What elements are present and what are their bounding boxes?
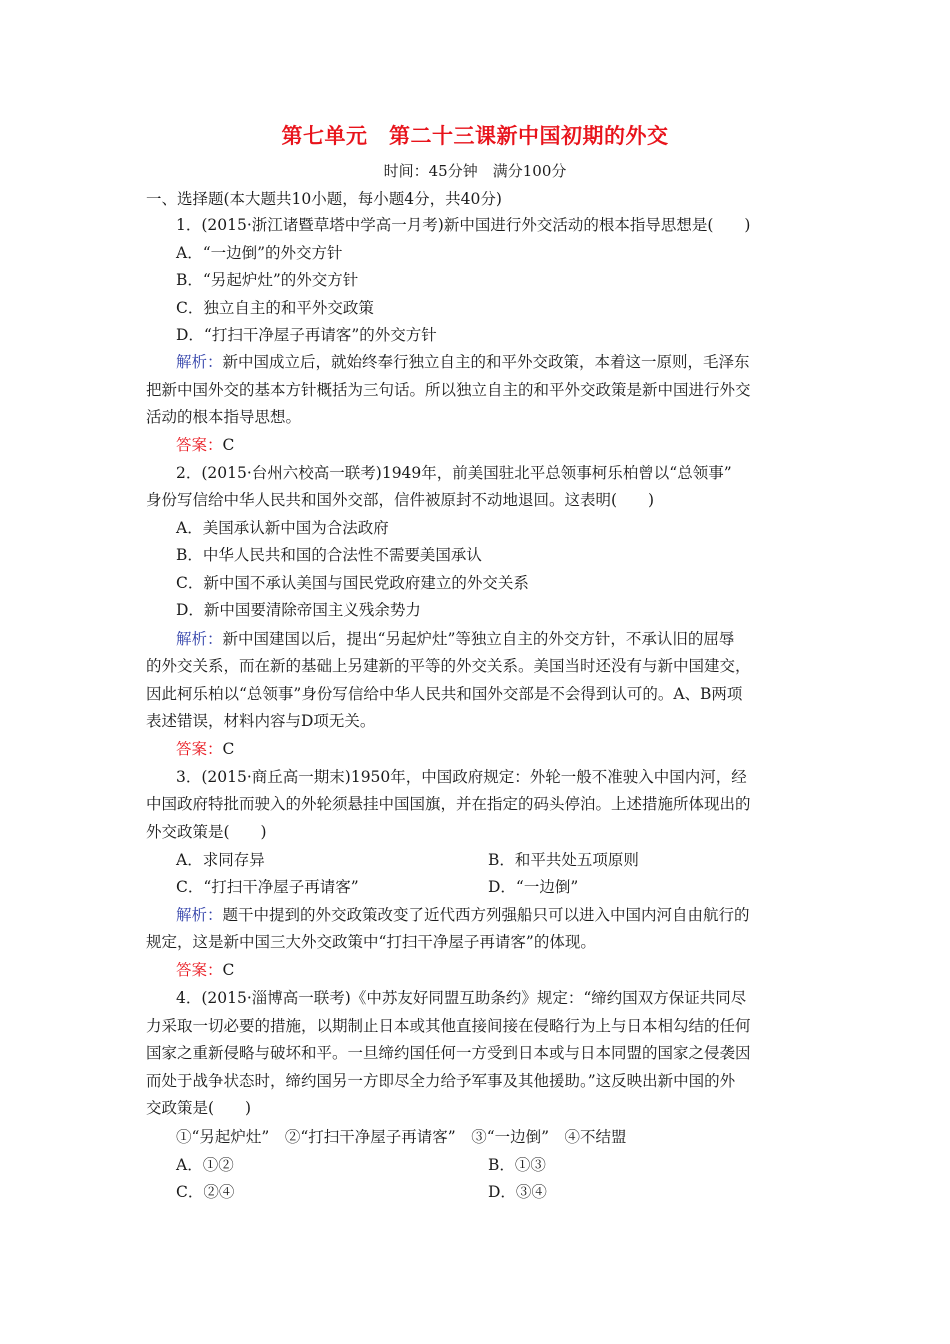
q1-stem: 1．(2015·浙江诸暨草塔中学高一月考)新中国进行外交活动的根本指导思想是( ) — [176, 216, 751, 234]
q4-option-b: B．①③ — [488, 1156, 546, 1174]
analysis-text: 题干中提到的外交政策改变了近代西方列强船只可以进入中国内河自由航行的 — [222, 906, 750, 924]
q4-option-c: C．②④ — [176, 1183, 235, 1201]
answer-label: 答案： — [176, 961, 223, 979]
q3-stem: 3．(2015·商丘高一期末)1950年，中国政府规定：外轮一般不准驶入中国内河，经 — [176, 768, 747, 786]
q4-stem: 交政策是( ) — [146, 1099, 252, 1117]
answer-label: 答案： — [176, 740, 223, 758]
q1-analysis-line — [176, 352, 750, 372]
q4-stem: 而处于战争状态时，缔约国另一方即尽全力给予军事及其他援助。”这反映出新中国的外 — [146, 1072, 736, 1090]
q2-option-b: B．中华人民共和国的合法性不需要美国承认 — [176, 546, 482, 564]
q3-stem: 中国政府特批而驶入的外轮须悬挂中国国旗，并在指定的码头停泊。上述措施所体现出的 — [146, 795, 751, 813]
q2-stem: 2．(2015·台州六校高一联考)1949年，前美国驻北平总领事柯乐柏曾以“总领事” — [176, 464, 732, 482]
q1-option-a: A．“一边倒”的外交方针 — [176, 244, 343, 262]
q1-option-b: B．“另起炉灶”的外交方针 — [176, 271, 359, 289]
q3-analysis-line: 规定，这是新中国三大外交政策中“打扫干净屋子再请客”的体现。 — [146, 933, 596, 951]
answer-value: C — [222, 436, 235, 454]
q2-option-d: D．新中国要清除帝国主义残余势力 — [176, 601, 421, 619]
section-header: 一、选择题(本大题共10小题，每小题4分，共40分) — [146, 190, 502, 208]
q3-stem: 外交政策是( ) — [146, 823, 267, 841]
q2-option-c: C．新中国不承认美国与国民党政府建立的外交关系 — [176, 574, 529, 592]
q2-option-a: A．美国承认新中国为合法政府 — [176, 519, 389, 537]
q1-analysis-line: 把新中国外交的基本方针概括为三句话。所以独立自主的和平外交政策是新中国进行外交 — [146, 381, 751, 399]
q3-answer — [176, 960, 234, 980]
q3-option-d: D．“一边倒” — [488, 878, 579, 896]
q4-option-d: D．③④ — [488, 1183, 547, 1201]
analysis-text: 新中国建国以后，提出“另起炉灶”等独立自主的外交方针，不承认旧的屈辱 — [222, 630, 735, 648]
q2-analysis-line: 表述错误，材料内容与D项无关。 — [146, 712, 376, 730]
analysis-label: 解析： — [176, 630, 223, 648]
q2-analysis-line — [176, 629, 734, 649]
q3-analysis-line — [176, 905, 750, 925]
q1-option-d: D．“打扫干净屋子再请客”的外交方针 — [176, 326, 437, 344]
answer-label: 答案： — [176, 436, 223, 454]
q3-option-c: C．“打扫干净屋子再请客” — [176, 878, 359, 896]
analysis-label: 解析： — [176, 906, 223, 924]
analysis-label: 解析： — [176, 353, 223, 371]
q1-answer — [176, 435, 234, 455]
q2-stem: 身份写信给中华人民共和国外交部，信件被原封不动地退回。这表明( ) — [146, 491, 655, 509]
q2-analysis-line: 因此柯乐柏以“总领事”身份写信给中华人民共和国外交部是不会得到认可的。A、B两项 — [146, 685, 743, 703]
analysis-text: 新中国成立后，就始终奉行独立自主的和平外交政策，本着这一原则，毛泽东 — [222, 353, 750, 371]
q1-analysis-line: 活动的根本指导思想。 — [146, 408, 302, 426]
q3-option-a: A．求同存异 — [176, 851, 265, 869]
answer-value: C — [222, 740, 235, 758]
q1-option-c: C．独立自主的和平外交政策 — [176, 299, 374, 317]
page-title: 第七单元 第二十三课新中国初期的外交 — [281, 123, 669, 148]
q2-analysis-line: 的外交关系，而在新的基础上另建新的平等的外交关系。美国当时还没有与新中国建交， — [146, 657, 751, 675]
q2-answer — [176, 739, 234, 759]
q4-items: ①“另起炉灶” ②“打扫干净屋子再请客” ③“一边倒” ④不结盟 — [176, 1128, 627, 1146]
q4-option-a: A．①② — [176, 1156, 234, 1174]
q4-stem: 4．(2015·淄博高一联考)《中苏友好同盟互助条约》规定：“缔约国双方保证共同尽 — [176, 989, 747, 1007]
q4-stem: 国家之重新侵略与破坏和平。一旦缔约国任何一方受到日本或与日本同盟的国家之侵袭因 — [146, 1044, 751, 1062]
answer-value: C — [222, 961, 235, 979]
q4-stem: 力采取一切必要的措施，以期制止日本或其他直接间接在侵略行为上与日本相勾结的任何 — [146, 1017, 751, 1035]
q3-option-b: B．和平共处五项原则 — [488, 851, 639, 869]
time-and-score: 时间：45分钟 满分100分 — [383, 162, 567, 180]
